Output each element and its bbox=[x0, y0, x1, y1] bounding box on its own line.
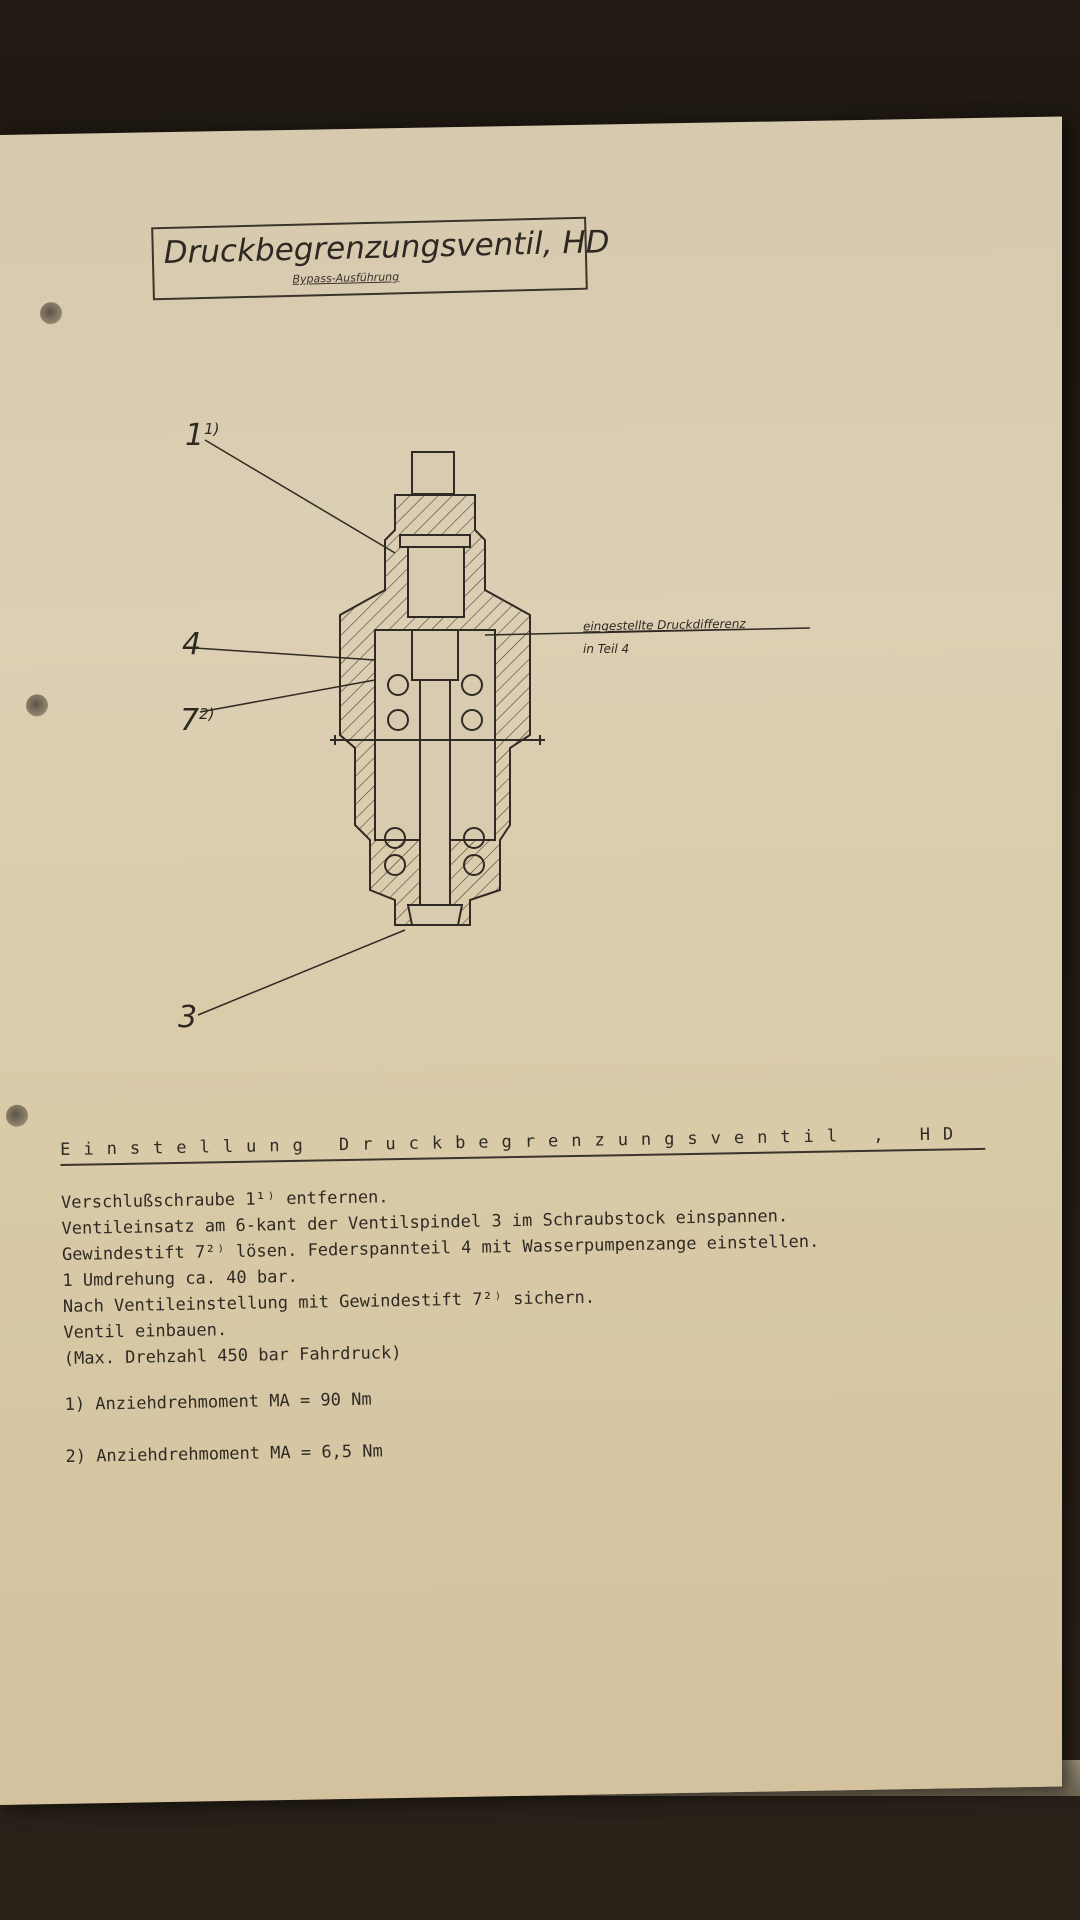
instruction-section bbox=[60, 1123, 1026, 1470]
document-title: Druckbegrenzungsventil, HD bbox=[163, 224, 611, 272]
instruction-line: Nach Ventileinstellung mit Gewindestift 7²⁾ sichern. bbox=[62, 1287, 596, 1317]
footnote-2: 2) Anziehdrehmoment MA = 6,5 Nm bbox=[65, 1441, 383, 1467]
footnote-1: 1) Anziehdrehmoment MA = 90 Nm bbox=[64, 1389, 372, 1415]
instruction-line: Ventil einbauen. bbox=[63, 1320, 228, 1343]
callout-1: 1$^{1)}$ bbox=[185, 418, 220, 453]
callout-7: 7$^{2)}$ bbox=[180, 703, 215, 738]
instruction-lines bbox=[61, 1173, 1024, 1372]
instruction-line: Verschlußschraube 1¹⁾ entfernen. bbox=[60, 1187, 389, 1213]
section-heading: Einstellung Druckbegrenzungsventil , HD bbox=[60, 1124, 985, 1166]
callout-3: 3 bbox=[178, 1000, 198, 1035]
valve-body bbox=[330, 452, 545, 925]
instruction-line: Ventileinsatz am 6-kant der Ventilspindel 3 im Schraubstock einspannen. bbox=[61, 1206, 789, 1239]
instruction-line: 1 Umdrehung ca. 40 bar. bbox=[62, 1266, 299, 1291]
instruction-line: (Max. Drehzahl 450 bar Fahrdruck) bbox=[63, 1343, 402, 1369]
document-subtitle: Bypass-Ausführung bbox=[292, 270, 400, 286]
instruction-line: Gewindestift 7²⁾ lösen. Federspannteil 4 mit Wasserpumpenzange einstellen. bbox=[61, 1231, 820, 1265]
annotation-pressure-difference: eingestellte Druckdifferenz bbox=[582, 616, 746, 634]
callout-4: 4 bbox=[182, 627, 202, 662]
annotation-part-4: in Teil 4 bbox=[583, 642, 630, 656]
